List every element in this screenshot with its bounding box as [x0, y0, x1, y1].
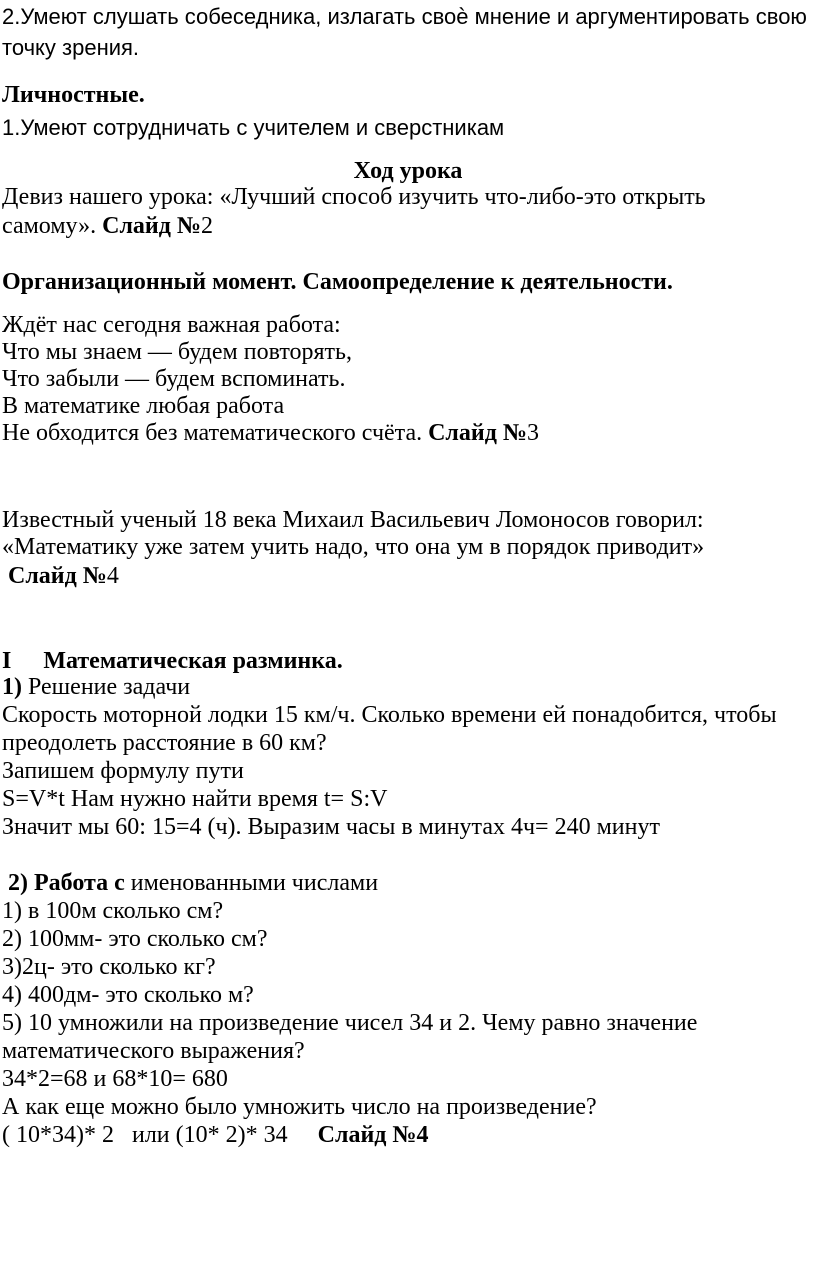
question-5-line1: 5) 10 умножили на произведение чисел 34 и 2. Чему равно значение [2, 1010, 698, 1036]
quote-text: «Математику уже затем учить надо, что она ум в порядок приводит» [2, 534, 705, 560]
task2-heading [2, 869, 378, 897]
alternative-text: ( 10*34)* 2 или (10* 2)* 34 [2, 1122, 288, 1148]
question-2: 2) 100мм- это сколько см? [2, 926, 268, 952]
poem-line5-text: Не обходится без математического счёта. [2, 420, 423, 446]
poem-line5 [2, 419, 539, 447]
answer-line: 34*2=68 и 68*10= 680 [2, 1066, 228, 1092]
question-1: 1) в 100м сколько см? [2, 898, 224, 924]
roman-numeral: I [2, 648, 12, 674]
alternative-expressions [2, 1121, 429, 1149]
org-moment-heading: Организационный момент. Самоопределение к деятельности. [2, 269, 673, 295]
warmup-title: Математическая разминка. [43, 648, 343, 674]
communicative-goal-2-line2: точку зрения. [2, 35, 140, 60]
slide-label: Слайд № [317, 1122, 417, 1148]
question-5-line2: математического выражения? [2, 1038, 305, 1064]
slide-number: 2 [201, 213, 214, 239]
quote-slide-ref [2, 562, 119, 590]
slide-number: 4 [106, 563, 119, 589]
warmup-heading [2, 647, 343, 675]
question-4: 4) 400дм- это сколько м? [2, 982, 254, 1008]
slide-number: 4 [416, 1122, 429, 1148]
slide-label: Слайд № [428, 420, 527, 446]
personal-heading: Личностные. [2, 82, 145, 108]
motto-text-end: самому». [2, 213, 97, 239]
task1-line2: преодолеть расстояние в 60 км? [2, 730, 327, 756]
task1-line1: Скорость моторной лодки 15 км/ч. Сколько времени ей понадобится, чтобы [2, 702, 777, 728]
task1-number: 1) [2, 674, 22, 700]
poem-line2: Что мы знаем — будем повторять, [2, 339, 352, 365]
lesson-heading: Ход урока [353, 158, 463, 184]
slide-number: 3 [526, 420, 539, 446]
task2-title: именованными числами [130, 870, 379, 896]
task2-label: 2) Работа с [8, 870, 125, 896]
poem-line3: Что забыли — будем вспоминать. [2, 366, 346, 392]
slide-label: Слайд № [102, 213, 202, 239]
personal-item-1: 1.Умеют сотрудничать с учителем и сверстникам [2, 115, 505, 140]
task1-line3: Запишем формулу пути [2, 758, 244, 784]
poem-line1: Ждёт нас сегодня важная работа: [2, 312, 341, 338]
quote-intro: Известный ученый 18 века Михаил Васильевич Ломоносов говорил: [2, 507, 704, 533]
task1-solution: Значит мы 60: 15=4 (ч). Выразим часы в минутах 4ч= 240 минут [2, 814, 660, 840]
motto-line1: Девиз нашего урока: «Лучший способ изучить что-либо-это открыть [2, 184, 706, 210]
slide-label: Слайд № [8, 563, 107, 589]
motto-line2 [2, 212, 213, 240]
task1-formula: S=V*t Нам нужно найти время t= S:V [2, 786, 388, 812]
question-3: 3)2ц- это сколько кг? [2, 954, 216, 980]
communicative-goal-2-line1: 2.Умеют слушать собеседника, излагать своѐ мнение и аргументировать свою [2, 4, 807, 29]
followup-question: А как еще можно было умножить число на произведение? [2, 1094, 597, 1120]
task1-title: Решение задачи [28, 674, 191, 700]
task1-heading [2, 673, 190, 701]
poem-line4: В математике любая работа [2, 393, 285, 419]
